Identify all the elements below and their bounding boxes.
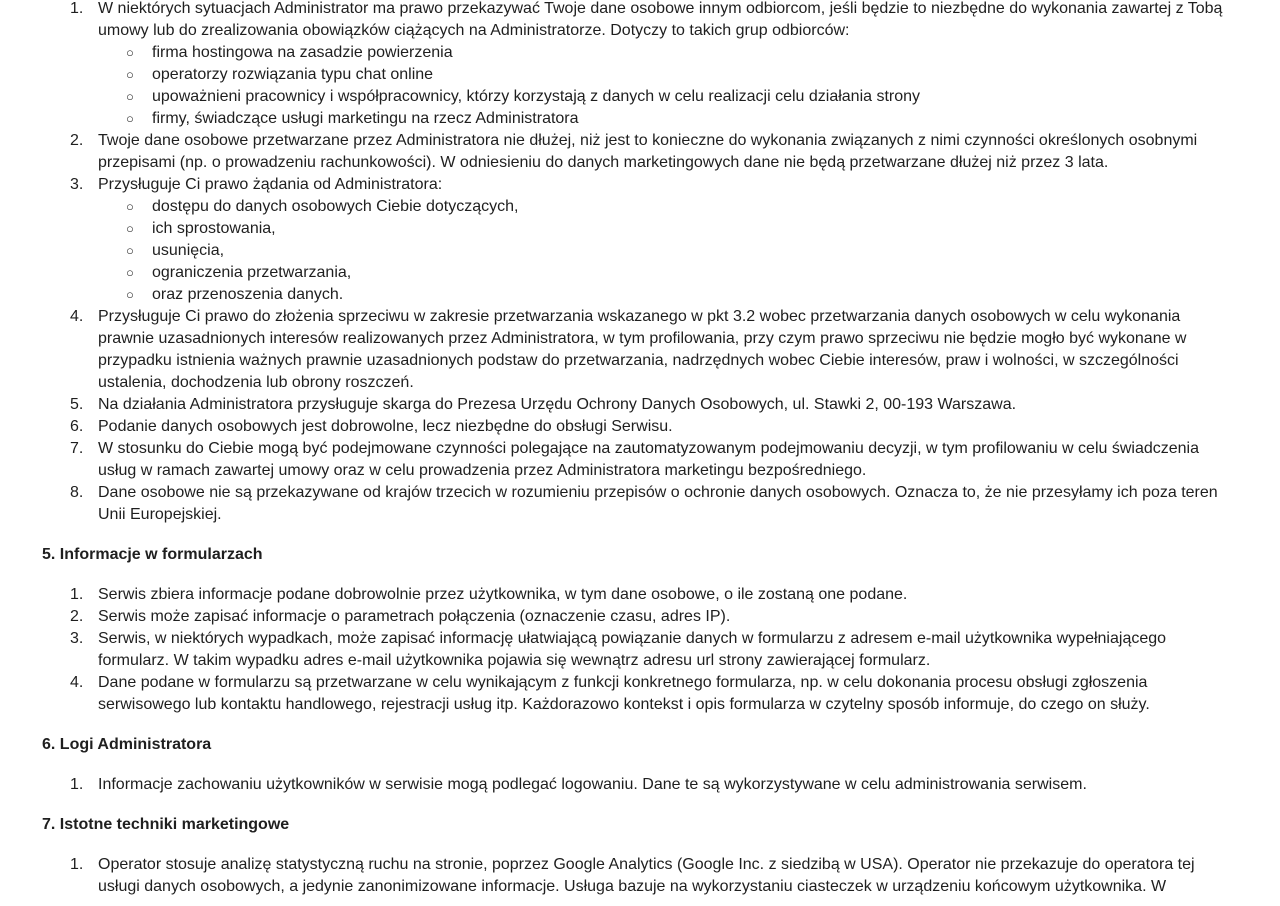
- sublist-item: [98, 86, 1240, 108]
- list-item: [42, 482, 1240, 526]
- sublist-item: [98, 262, 1240, 284]
- section-heading-logs: 6. Logi Administratora: [42, 736, 212, 753]
- list-number: 2.: [70, 132, 84, 149]
- list-item: [42, 174, 1240, 306]
- list-item-text: Informacje zachowaniu użytkowników w serwisie mogą podlegać logowaniu. Dane te są wykorzystywane w celu administrowania serwisem.: [98, 776, 1087, 793]
- bullet-circle-icon: ○: [126, 45, 134, 60]
- list-item: [42, 306, 1240, 394]
- sublist-item-text: ich sprostowania,: [152, 220, 276, 237]
- list-item-text: Przysługuje Ci prawo żądania od Administratora:: [98, 176, 443, 193]
- list-item-text: Podanie danych osobowych jest dobrowolne, lecz niezbędne do obsługi Serwisu.: [98, 418, 673, 435]
- list-number: 7.: [70, 440, 84, 457]
- sublist-item-text: firmy, świadczące usługi marketingu na rzecz Administratora: [152, 110, 579, 127]
- bullet-circle-icon: ○: [126, 111, 134, 126]
- sublist-item: [98, 42, 1240, 64]
- list-item: [42, 394, 1240, 416]
- bullet-circle-icon: ○: [126, 67, 134, 82]
- list-number: 3.: [70, 176, 84, 193]
- sublist-item-text: oraz przenoszenia danych.: [152, 286, 344, 303]
- list-item-text: W stosunku do Ciebie mogą być podejmowane czynności polegające na zautomatyzowanym podejmowaniu decyzji, w tym profilowaniu w celu świadczenia usług w ramach zawartej umowy oraz w celu prowadzenia przez Administratora marketingu bezpośredniego.: [98, 440, 1199, 479]
- list-item: [42, 416, 1240, 438]
- sublist-item-text: firma hostingowa na zasadzie powierzenia: [152, 44, 453, 61]
- list-item: [42, 606, 1240, 628]
- sublist-item-text: operatorzy rozwiązania typu chat online: [152, 66, 434, 83]
- section5-list: [42, 584, 1240, 716]
- list-item: [42, 584, 1240, 606]
- sublist-item: [98, 284, 1240, 306]
- sublist-item-text: ograniczenia przetwarzania,: [152, 264, 352, 281]
- list-number: 1.: [70, 0, 84, 17]
- list-number: 8.: [70, 484, 84, 501]
- sublist-item: [98, 240, 1240, 262]
- list-item: [42, 0, 1240, 130]
- section-heading-forms: 5. Informacje w formularzach: [42, 546, 263, 563]
- sublist-item-text: usunięcia,: [152, 242, 225, 259]
- sublist-item: [98, 108, 1240, 130]
- list-item-text: Przysługuje Ci prawo do złożenia sprzeciwu w zakresie przetwarzania wskazanego w pkt 3.2 wobec przetwarzania danych osobowych w celu wykonania prawnie uzasadnionych interesów realizowanych przez Administratora, w tym profilowania, przy czym prawo sprzeciwu nie będzie mogło być wykonane w przypadku istnienia ważnych prawnie uzasadnionych podstaw do przetwarzania, nadrzędnych wobec Ciebie interesów, praw i wolności, w szczególności ustalenia, dochodzenia lub obrony roszczeń.: [98, 308, 1187, 391]
- sublist-item-text: dostępu do danych osobowych Ciebie dotyczących,: [152, 198, 519, 215]
- list-item: [42, 854, 1240, 898]
- section4-list: [42, 0, 1240, 526]
- sublist-item-text: upoważnieni pracownicy i współpracownicy, którzy korzystają z danych w celu realizacji celu działania strony: [152, 88, 921, 105]
- list-item-text: Dane podane w formularzu są przetwarzane w celu wynikającym z funkcji konkretnego formularza, np. w celu dokonania procesu obsługi zgłoszenia serwisowego lub kontaktu handlowego, rejestracji usług itp. Każdorazowo kontekst i opis formularza w czytelny sposób informuje, do czego on służy.: [98, 674, 1150, 713]
- sublist-item: [98, 196, 1240, 218]
- list-item-text: Dane osobowe nie są przekazywane od krajów trzecich w rozumieniu przepisów o ochronie danych osobowych. Oznacza to, że nie przesyłamy ich poza teren Unii Europejskiej.: [98, 484, 1218, 523]
- list-number: 1.: [70, 586, 84, 603]
- list-item-text: Serwis może zapisać informacje o parametrach połączenia (oznaczenie czasu, adres IP).: [98, 608, 731, 625]
- list-number: 4.: [70, 674, 84, 691]
- bullet-circle-icon: ○: [126, 89, 134, 104]
- list-number: 1.: [70, 776, 84, 793]
- list-number: 1.: [70, 856, 84, 873]
- section7-list: [42, 854, 1240, 898]
- list-item: [42, 628, 1240, 672]
- list-item-text: Na działania Administratora przysługuje skarga do Prezesa Urzędu Ochrony Danych Osobowych, ul. Stawki 2, 00-193 Warszawa.: [98, 396, 1017, 413]
- list-item: [42, 672, 1240, 716]
- section6-list: [42, 774, 1240, 796]
- recipients-sublist: [98, 42, 1240, 130]
- list-item-text: W niektórych sytuacjach Administrator ma prawo przekazywać Twoje dane osobowe innym odbiorcom, jeśli będzie to niezbędne do wykonania zawartej z Tobą umowy lub do zrealizowania obowiązków ciążących na Administratorze. Dotyczy to takich grup odbiorców:: [98, 0, 1223, 39]
- list-item-text: Operator stosuje analizę statystyczną ruchu na stronie, poprzez Google Analytics (Google Inc. z siedzibą w USA). Operator nie przekazuje do operatora tej usługi danych osobowych, a jedynie zanonimizowane informacje. Usługa bazuje na wykorzystaniu ciasteczek w urządzeniu końcowym użytkownika. W: [98, 856, 1195, 895]
- list-number: 5.: [70, 396, 84, 413]
- bullet-circle-icon: ○: [126, 243, 134, 258]
- list-item: [42, 438, 1240, 482]
- sublist-item: [98, 218, 1240, 240]
- list-number: 6.: [70, 418, 84, 435]
- bullet-circle-icon: ○: [126, 221, 134, 236]
- section-heading-marketing: 7. Istotne techniki marketingowe: [42, 816, 290, 833]
- list-item: [42, 774, 1240, 796]
- bullet-circle-icon: ○: [126, 287, 134, 302]
- list-number: 3.: [70, 630, 84, 647]
- bullet-circle-icon: ○: [126, 199, 134, 214]
- list-item-text: Twoje dane osobowe przetwarzane przez Administratora nie dłużej, niż jest to konieczne do wykonania związanych z nimi czynności określonych osobnymi przepisami (np. o prowadzeniu rachunkowości). W odniesieniu do danych marketingowych dane nie będą przetwarzane dłużej niż przez 3 lata.: [98, 132, 1198, 171]
- list-item-text: Serwis zbiera informacje podane dobrowolnie przez użytkownika, w tym dane osobowe, o ile zostaną one podane.: [98, 586, 908, 603]
- list-number: 4.: [70, 308, 84, 325]
- bullet-circle-icon: ○: [126, 265, 134, 280]
- list-item: [42, 130, 1240, 174]
- list-item-text: Serwis, w niektórych wypadkach, może zapisać informację ułatwiającą powiązanie danych w formularzu z adresem e-mail użytkownika wypełniającego formularz. W takim wypadku adres e-mail użytkownika pojawia się wewnątrz adresu url strony zawierającej formularz.: [98, 630, 1167, 669]
- list-number: 2.: [70, 608, 84, 625]
- sublist-item: [98, 64, 1240, 86]
- rights-sublist: [98, 196, 1240, 306]
